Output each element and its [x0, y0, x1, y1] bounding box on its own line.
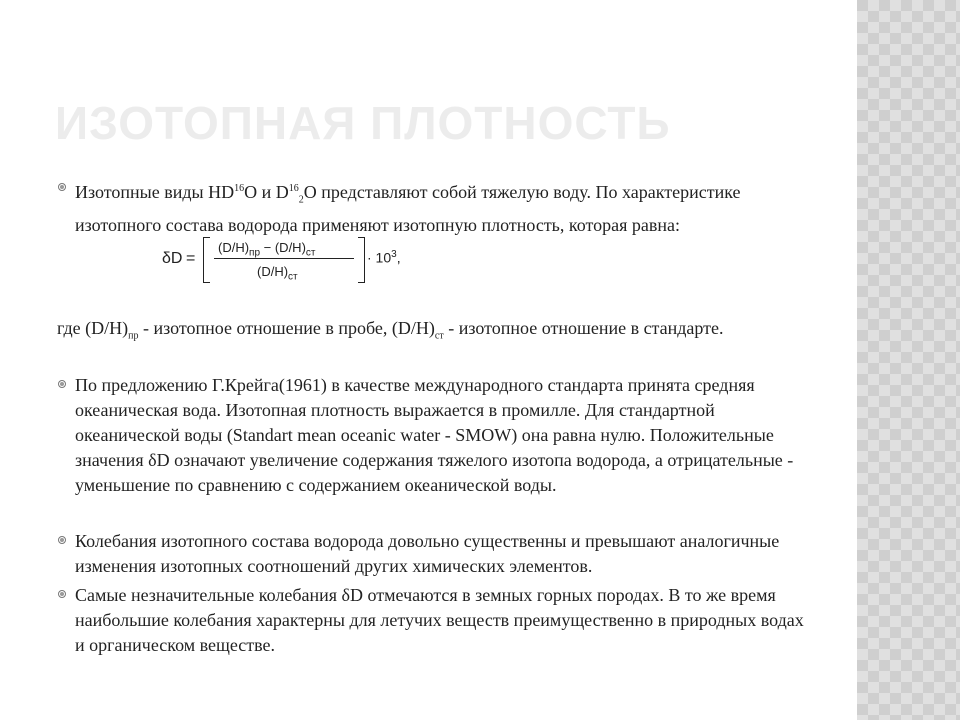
formula-fraction-line: [214, 258, 354, 259]
formula-denominator: $(D/H)_{ст}$: [257, 264, 298, 283]
formula-multiplier: · $10^3$,: [367, 249, 401, 266]
bullet-icon: [58, 590, 66, 598]
formula-left-bracket: [203, 237, 210, 283]
delta-d-formula: [162, 233, 412, 289]
bullet-icon: [58, 536, 66, 544]
paragraph-rock-variations: Самые незначительные колебания δD отмечаются в земных горных породах. В то же время наибольшие колебания характерны для летучих веществ преимущественно в природных водах и органическом веществе.: [75, 583, 815, 658]
paragraph-isotope-species: Изотопные виды HD$^{16}$O и $D^{16}_2O$ представляют собой тяжелую воду. По характеристике изотопного состава водорода применяют изотопную плотность, которая равна:: [75, 176, 815, 238]
paragraph-where-definition: где $(D/H)_{пр}$ - изотопное отношение в пробе, $(D/H)_{ст}$ - изотопное отношение в стандарте.: [57, 318, 724, 342]
formula-equals: =: [186, 250, 196, 267]
slide-title: ИЗОТОПНАЯ ПЛОТНОСТЬ: [55, 97, 671, 149]
formula-lhs: δD: [162, 250, 183, 267]
bullet-icon: [58, 183, 66, 191]
decorative-side-pattern: [857, 0, 960, 720]
paragraph-hydrogen-variations: Колебания изотопного состава водорода довольно существенны и превышают аналогичные изменения изотопных соотношений других химических элементов.: [75, 529, 815, 579]
paragraph-craig-standard: По предложению Г.Крейга(1961) в качестве международного стандарта принята средняя океаническая вода. Изотопная плотность выражается в промилле. Для стандартной океанической воды (Standart mean oceanic water - SMOW) она равна нулю. Положительные значения δD означают увеличение содержания тяжелого изотопа водорода, а отрицательные - уменьшение по сравнению с содержанием океанической воды.: [75, 373, 815, 498]
formula-right-bracket: [358, 237, 365, 283]
formula-numerator: $(D/H)_{пр} - (D/H)_{ст}$: [218, 240, 316, 259]
bullet-icon: [58, 380, 66, 388]
